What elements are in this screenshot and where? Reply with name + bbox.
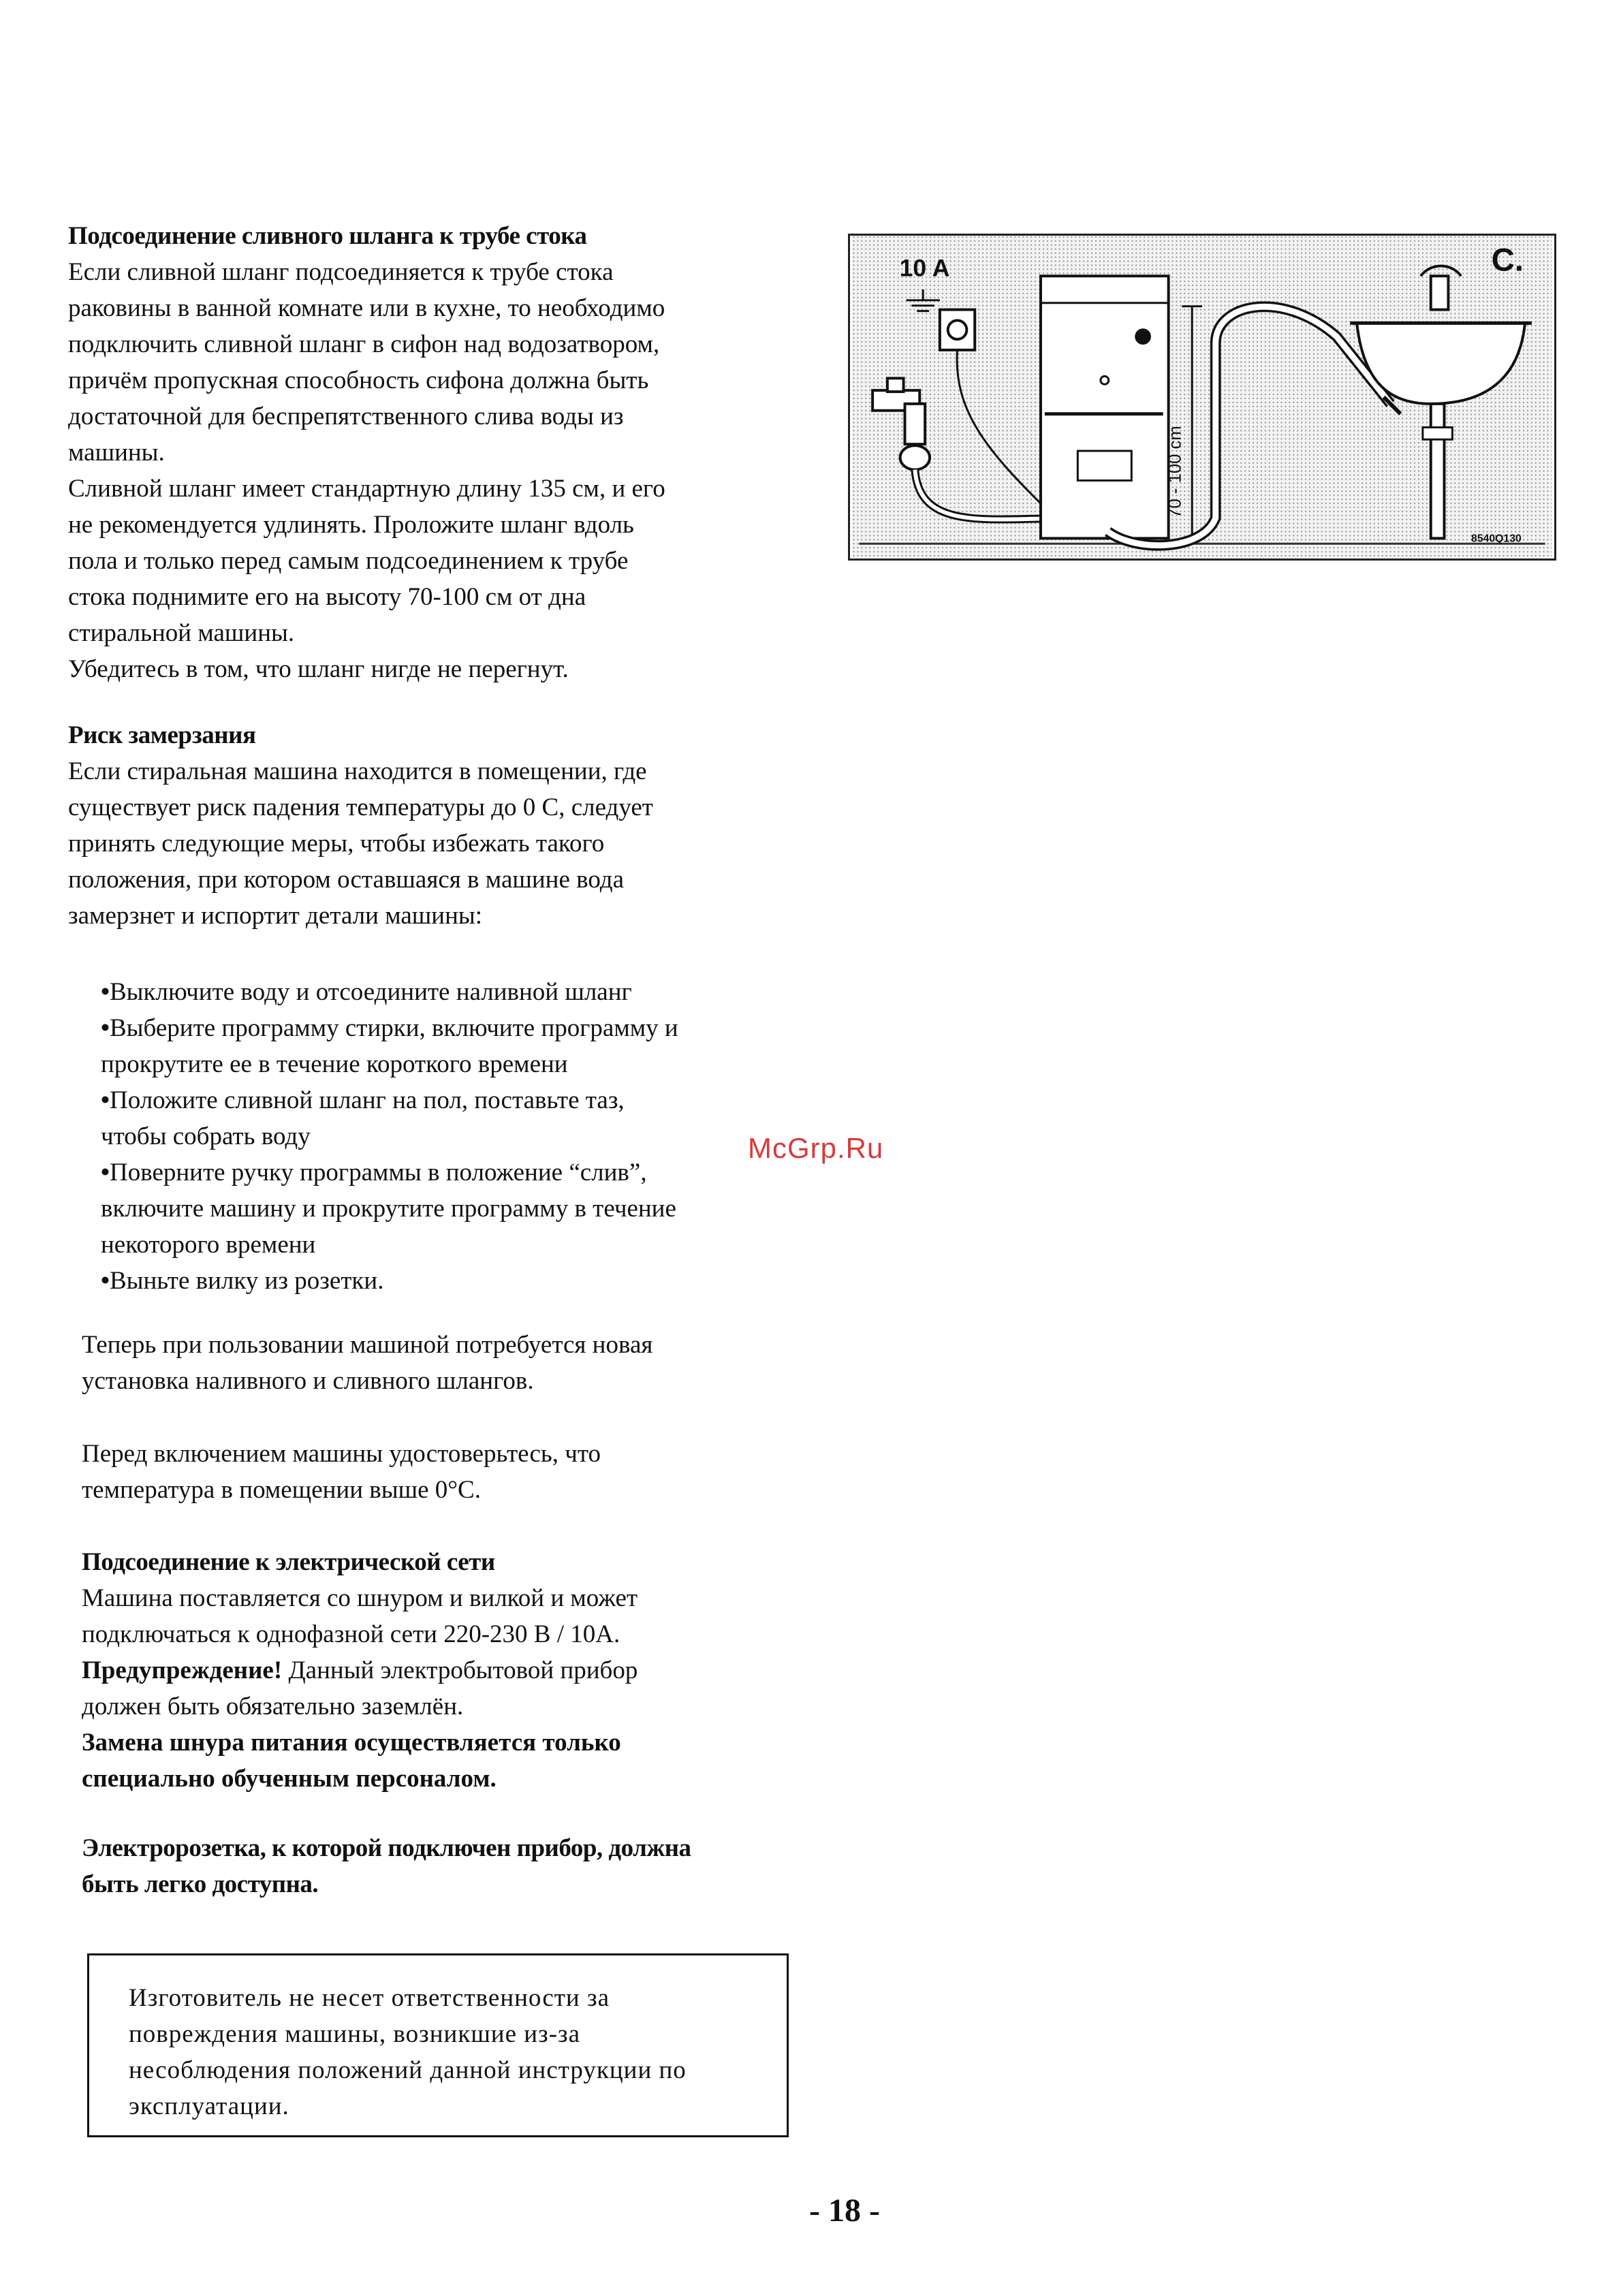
freeze-heading: Риск замерзания xyxy=(68,721,256,749)
electric-line: Машина поставляется со шнуром и вилкой и может xyxy=(82,1584,638,1612)
warning-label: Предупреждение! xyxy=(82,1656,283,1684)
freeze-line: замерзнет и испортит детали машины: xyxy=(68,902,483,930)
freeze-line: положения, при котором оставшаяся в машине вода xyxy=(68,866,625,894)
notice-line: эксплуатации. xyxy=(129,2092,289,2120)
freeze-line: Если стиральная машина находится в помещении, где xyxy=(68,757,647,785)
temperature-check-note xyxy=(82,1436,790,1508)
drain-line: раковины в ванной комнате или в кухне, то необходимо xyxy=(68,294,665,322)
cord-replacement-line: специально обученным персоналом. xyxy=(82,1765,497,1793)
washing-machine-icon xyxy=(1041,276,1169,538)
list-item xyxy=(101,1010,789,1082)
list-item-text: некоторого времени xyxy=(101,1231,316,1259)
cord-replacement-line: Замена шнура питания осуществляется только xyxy=(82,1729,621,1757)
after-line: Теперь при пользовании машиной потребуется новая xyxy=(82,1331,653,1359)
freeze-line: принять следующие меры, чтобы избежать такого xyxy=(68,830,605,858)
socket-access-note xyxy=(82,1830,790,1902)
check-line: температура в помещении выше 0°С. xyxy=(82,1476,481,1504)
height-label: 70 - 100 cm xyxy=(1165,426,1185,518)
drain-line: Сливной шланг имеет стандартную длину 135 см, и его xyxy=(68,475,665,503)
list-item-text: Выньте вилку из розетки. xyxy=(109,1267,384,1295)
figure-code-label: 8540Q130 xyxy=(1471,533,1522,545)
notice-line: несоблюдения положений данной инструкции по xyxy=(129,2056,687,2084)
drain-line: пола и только перед самым подсоединением к трубе xyxy=(68,547,629,575)
list-item xyxy=(101,1263,789,1299)
warning-text: Данный электробытовой прибор xyxy=(282,1656,638,1684)
list-item xyxy=(101,974,789,1010)
drain-line: Если сливной шланг подсоединяется к трубе стока xyxy=(68,258,614,286)
electric-line: подключаться к однофазной сети 220-230 В / 10А. xyxy=(82,1620,620,1648)
list-item xyxy=(101,1154,789,1263)
drain-line: стиральной машины. xyxy=(68,619,295,647)
freeze-bullet-list xyxy=(101,974,789,1299)
notice-line: повреждения машины, возникшие из-за xyxy=(129,2020,581,2048)
watermark: McGrp.Ru xyxy=(748,1132,884,1164)
check-line: Перед включением машины удостоверьтесь, что xyxy=(82,1440,601,1468)
electric-heading: Подсоединение к электрической сети xyxy=(82,1548,495,1576)
list-item-text: Выключите воду и отсоедините наливной шланг xyxy=(109,978,632,1006)
freeze-after-note xyxy=(82,1327,790,1399)
drain-installation-figure xyxy=(848,234,1556,561)
list-item-text: прокрутите ее в течение короткого времени xyxy=(101,1050,568,1078)
drain-line: машины. xyxy=(68,439,165,467)
liability-notice-box xyxy=(87,1953,789,2137)
list-item-text: Выберите программу стирки, включите программу и xyxy=(109,1014,678,1042)
list-item-text: Поверните ручку программы в положение “слив”, xyxy=(109,1159,647,1186)
drain-line: подключить сливной шланг в сифон над водозатвором, xyxy=(68,330,660,358)
list-item xyxy=(101,1082,789,1154)
drain-line: причём пропускная способность сифона должна быть xyxy=(68,366,649,394)
freeze-section xyxy=(68,717,790,934)
freeze-steps xyxy=(101,974,789,1299)
variant-label: C. xyxy=(1491,242,1524,279)
page-number: - 18 - xyxy=(809,2192,880,2229)
list-item-text: чтобы собрать воду xyxy=(101,1122,311,1150)
drain-note: Убедитесь в том, что шланг нигде не перегнут. xyxy=(68,655,569,683)
drain-heading: Подсоединение сливного шланга к трубе стока xyxy=(68,222,587,250)
warning-line-2: должен быть обязательно заземлён. xyxy=(82,1693,464,1720)
power-rating-label: 10 A xyxy=(899,254,950,282)
access-line: быть легко доступна. xyxy=(82,1870,319,1898)
electric-section xyxy=(82,1544,790,1797)
drain-line: не рекомендуется удлинять. Проложите шланг вдоль xyxy=(68,511,634,539)
warning-line xyxy=(82,1652,790,1688)
access-line: Электророзетка, к которой подключен прибор, должна xyxy=(82,1834,691,1862)
after-line: установка наливного и сливного шлангов. xyxy=(82,1367,534,1395)
figure-drawing xyxy=(850,236,1554,559)
drain-line: стока поднимите его на высоту 70-100 см от дна xyxy=(68,583,586,611)
drain-line: достаточной для беспрепятственного слива воды из xyxy=(68,403,624,430)
list-item-text: включите машину и прокрутите программу в течение xyxy=(101,1195,676,1223)
drain-section xyxy=(68,218,790,687)
notice-line: Изготовитель не несет ответственности за xyxy=(129,1984,610,2012)
list-item-text: Положите сливной шланг на пол, поставьте таз, xyxy=(109,1086,625,1114)
freeze-line: существует риск падения температуры до 0 С, следует xyxy=(68,793,653,821)
